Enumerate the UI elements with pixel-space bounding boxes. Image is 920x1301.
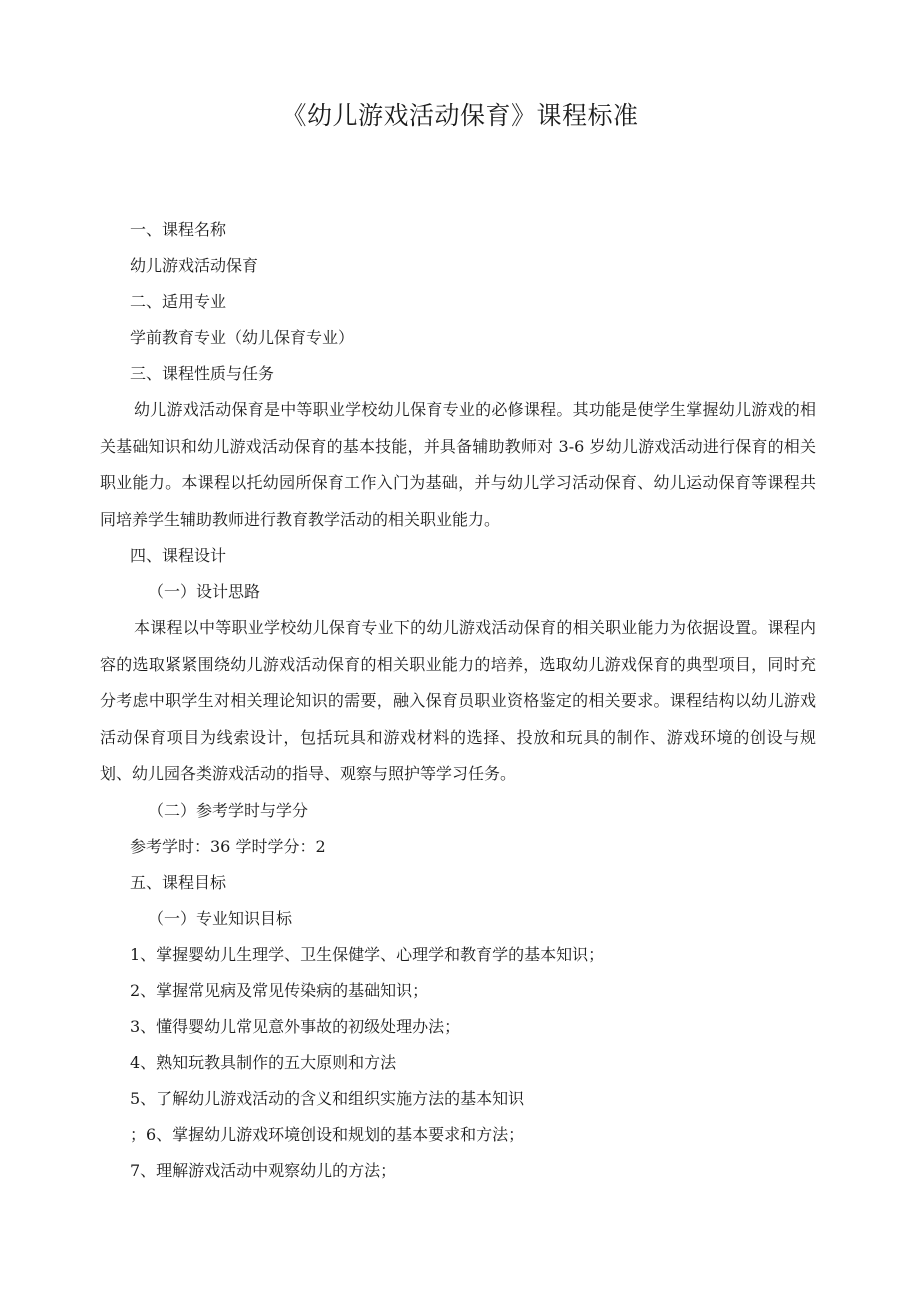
subheading-design-approach: （一）设计思路: [148, 582, 261, 601]
objective-item: 2、掌握常见病及常见传染病的基础知识；: [130, 980, 429, 1000]
section-heading-course-name: 一、课程名称: [130, 220, 227, 239]
objective-item: 1、掌握婴幼儿生理学、卫生保健学、心理学和教育学的基本知识；: [130, 944, 605, 964]
section-heading-course-objectives: 五、课程目标: [130, 872, 227, 892]
applicable-major-text: 学前教育专业（幼儿保育专业）: [130, 328, 355, 347]
document-title: 《幼儿游戏活动保育》课程标准: [281, 101, 639, 130]
course-name-text: 幼儿游戏活动保育: [130, 256, 259, 275]
hours-credits-text: 参考学时：36 学时学分：2: [130, 836, 326, 856]
objective-item: 3、懂得婴幼儿常见意外事故的初级处理办法；: [130, 1016, 461, 1036]
document-body: [100, 212, 816, 1189]
subheading-hours-credits: （二）参考学时与学分: [148, 800, 309, 820]
objective-item: 4、熟知玩教具制作的五大原则和方法: [130, 1052, 397, 1072]
objective-item: 7、理解游戏活动中观察幼儿的方法；: [130, 1160, 397, 1180]
design-approach-paragraph: 本课程以中等职业学校幼儿保育专业下的幼儿游戏活动保育的相关职业能力为依据设置。课程内容的选取紧紧围绕幼儿游戏活动保育的相关职业能力的培养，选取幼儿游戏保育的典型项目，同时充分考虑中职学生对相关理论知识的需要，融入保育员职业资格鉴定的相关要求。课程结构以幼儿游戏活动保育项目为线索设计，包括玩具和游戏材料的选择、投放和玩具的制作、游戏环境的创设与规划、幼儿园各类游戏活动的指导、观察与照护等学习任务。: [100, 618, 816, 783]
subheading-knowledge-objectives: （一）专业知识目标: [148, 908, 293, 928]
course-nature-paragraph: 幼儿游戏活动保育是中等职业学校幼儿保育专业的必修课程。其功能是使学生掌握幼儿游戏的相关基础知识和幼儿游戏活动保育的基本技能，并具备辅助教师对 3-6 岁幼儿游戏活动进行保育的相关职业能力。本课程以托幼园所保育工作入门为基础，并与幼儿学习活动保育、幼儿运动保育等课程共同培养学生辅助教师进行教育教学活动的相关职业能力。: [100, 400, 816, 529]
objective-item: ；6、掌握幼儿游戏环境创设和规划的基本要求和方法；: [130, 1124, 525, 1144]
section-heading-course-design: 四、课程设计: [130, 546, 227, 565]
section-heading-applicable-major: 二、适用专业: [130, 292, 227, 311]
section-heading-course-nature: 三、课程性质与任务: [130, 364, 275, 383]
objective-item: 5、了解幼儿游戏活动的含义和组织实施方法的基本知识: [130, 1088, 525, 1108]
